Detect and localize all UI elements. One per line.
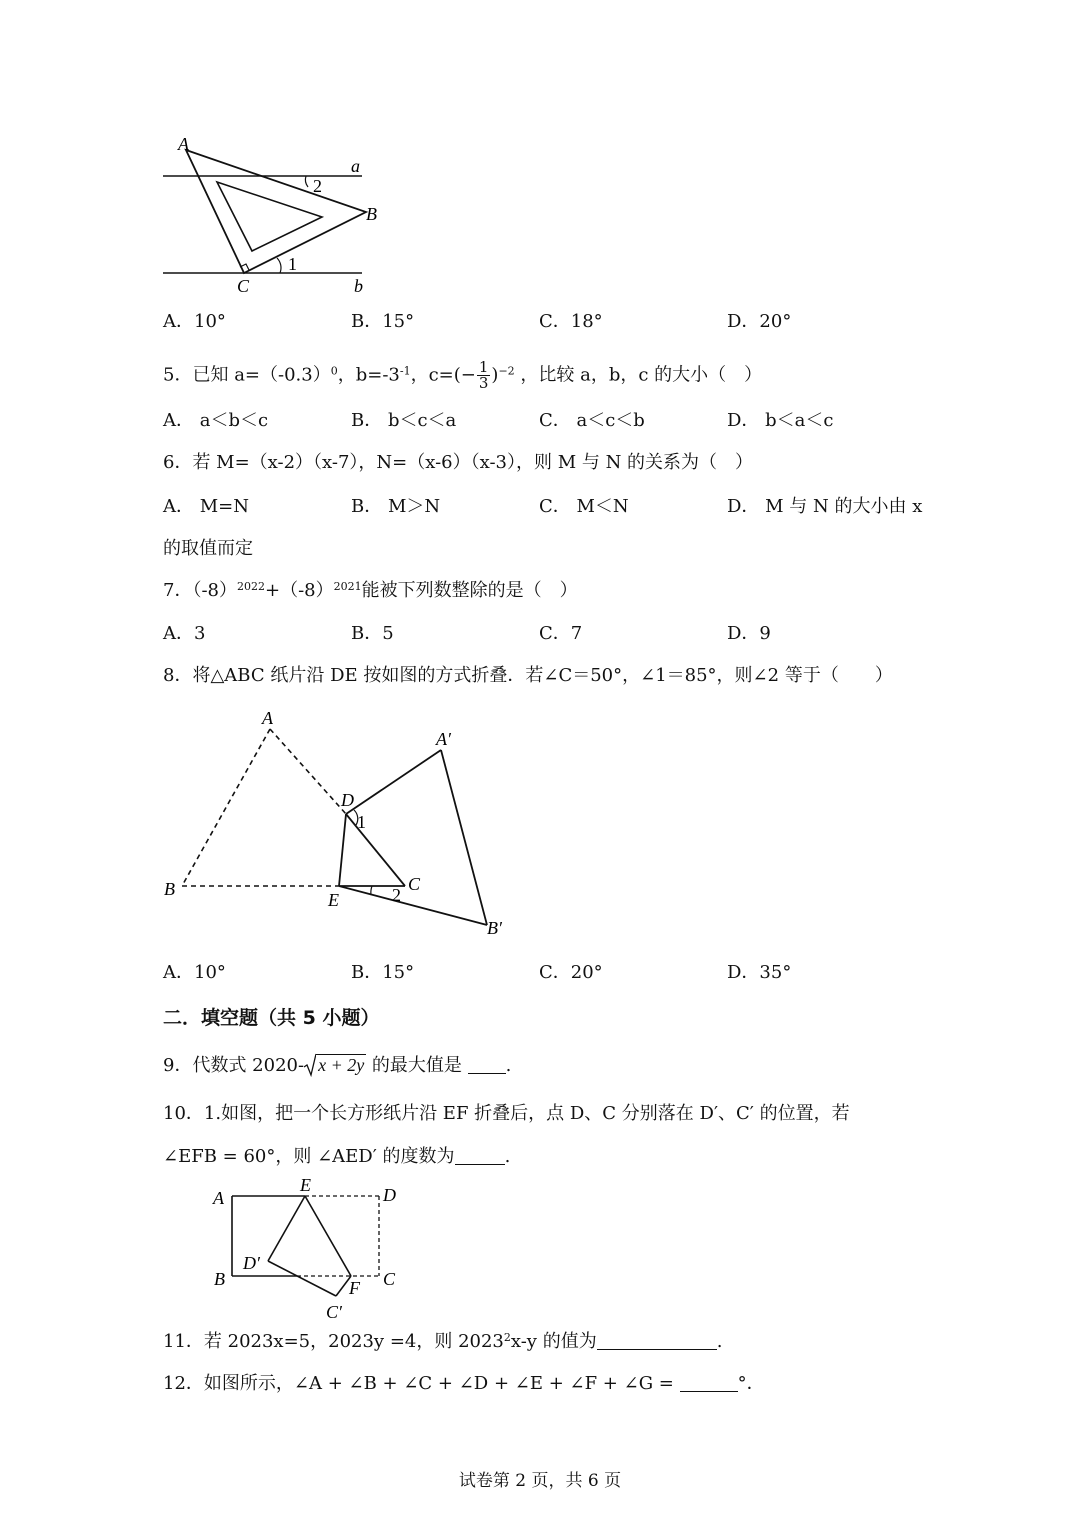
q11-exponent: 2 xyxy=(503,1331,511,1344)
triangle-outer xyxy=(186,150,366,273)
label-A: A xyxy=(213,1188,224,1208)
label-D: D xyxy=(341,790,354,810)
label-C: C xyxy=(408,874,421,894)
label-B: B xyxy=(164,879,175,899)
q5-fraction xyxy=(477,360,491,391)
q5-fraction-numerator: 1 xyxy=(478,358,489,376)
q8-option-a[interactable]: A．10° xyxy=(163,962,226,983)
label-B-prime: B′ xyxy=(487,918,502,938)
q10-figure xyxy=(205,1172,415,1327)
q5-b-exponent: -1 xyxy=(399,364,411,378)
q8-option-d[interactable]: D．35° xyxy=(727,962,792,983)
q7-exponent-2: 2021 xyxy=(333,580,362,593)
q12-end: °． xyxy=(737,1373,765,1394)
q4-option-b[interactable]: B．15° xyxy=(351,311,415,332)
q5-c-close: ) xyxy=(491,364,499,386)
label-1: 1 xyxy=(357,812,366,832)
q7-option-c[interactable]: C．7 xyxy=(539,623,583,644)
edge-ED xyxy=(339,814,346,886)
q5-option-b[interactable]: B． b＜c＜a xyxy=(351,410,457,431)
label-C: C xyxy=(383,1269,396,1289)
q8-option-b[interactable]: B．15° xyxy=(351,962,415,983)
q8-stem: 8．将△ABC 纸片沿 DE 按如图的方式折叠．若∠C＝50°，∠1＝85°，则∠2 等于（ ） xyxy=(163,665,893,686)
label-B: B xyxy=(214,1269,225,1289)
q12-stem xyxy=(163,1373,765,1395)
q11-end: . xyxy=(716,1331,723,1352)
dashed-AD xyxy=(270,729,346,814)
angle-1-arc xyxy=(277,258,281,273)
q6-option-c[interactable]: C． M＜N xyxy=(539,496,629,517)
q4-option-a[interactable]: A．10° xyxy=(163,311,226,332)
label-F: F xyxy=(349,1278,360,1298)
q5-option-c[interactable]: C． a＜c＜b xyxy=(539,410,645,431)
q5-option-a[interactable]: A． a＜b＜c xyxy=(163,410,269,431)
q8-option-c[interactable]: C．20° xyxy=(539,962,603,983)
sqrt-sign-icon xyxy=(304,1053,316,1077)
q6-option-d-continuation: 的取值而定 xyxy=(163,538,253,559)
label-b: b xyxy=(354,276,363,296)
q7-mid: +（-8） xyxy=(265,580,334,601)
label-A: A xyxy=(262,708,273,728)
q8-figure xyxy=(150,700,530,950)
q10-stem-line2 xyxy=(163,1146,510,1168)
q7-option-a[interactable]: A．3 xyxy=(163,623,206,644)
q12-answer-blank[interactable] xyxy=(680,1375,738,1392)
q5-c-part: ，c=(− xyxy=(410,364,476,386)
q9-end: . xyxy=(505,1055,512,1076)
angle-2-arc xyxy=(371,886,372,895)
q7-stem xyxy=(163,580,578,602)
q11-stem xyxy=(163,1331,722,1353)
q11-post: x-y 的值为 xyxy=(510,1331,597,1352)
q6-option-a[interactable]: A． M=N xyxy=(163,496,249,517)
q10-stem-line1: 10．1.如图，把一个长方形纸片沿 EF 折叠后，点 D、C 分别落在 D′、C′ 的位置，若 xyxy=(163,1103,850,1124)
q12-pre: 12．如图所示，∠A + ∠B + ∠C + ∠D + ∠E + ∠F + ∠G = xyxy=(163,1373,680,1394)
label-D: D xyxy=(383,1185,396,1205)
q9-stem xyxy=(163,1053,511,1077)
q9-radicand: x + 2y xyxy=(318,1055,365,1075)
page-footer: 试卷第 2 页，共 6 页 xyxy=(458,1471,622,1491)
q5-b-part: ，b=-3 xyxy=(337,364,400,386)
label-2: 2 xyxy=(313,176,322,196)
q5-option-d[interactable]: D． b＜a＜c xyxy=(727,410,834,431)
edge-DC xyxy=(346,814,405,886)
label-E: E xyxy=(328,890,339,910)
label-C-prime: C′ xyxy=(326,1302,342,1322)
q5-tail: ，比较 a，b，c 的大小（ ） xyxy=(520,364,763,386)
section-fill-in-title: 二．填空题（共 5 小题） xyxy=(163,1007,380,1029)
label-1: 1 xyxy=(288,254,297,274)
edge-Dprime-Cprime xyxy=(268,1261,336,1296)
q9-post: 的最大值是 xyxy=(366,1055,468,1076)
q4-option-c[interactable]: C．18° xyxy=(539,311,603,332)
edge-A1B1 xyxy=(441,750,487,925)
q10-answer-blank[interactable] xyxy=(455,1148,505,1165)
q7-exponent-1: 2022 xyxy=(237,580,265,593)
angle-2-arc xyxy=(305,176,308,187)
q4-option-d[interactable]: D．20° xyxy=(727,311,792,332)
dashed-AB xyxy=(182,729,270,886)
q6-option-b[interactable]: B． M＞N xyxy=(351,496,441,517)
q4-figure xyxy=(150,130,410,300)
q5-a-exponent: 0 xyxy=(330,364,338,378)
label-C: C xyxy=(237,276,250,296)
q5-a-part: a=（-0.3） xyxy=(234,364,331,386)
q5-c-exponent: −2 xyxy=(498,364,515,378)
q7-option-b[interactable]: B．5 xyxy=(351,623,394,644)
q9-answer-blank[interactable] xyxy=(468,1057,506,1074)
label-A: A xyxy=(178,134,189,154)
q5-stem xyxy=(163,360,762,391)
q5-number: 5．已知 xyxy=(163,364,229,386)
label-A-prime: A′ xyxy=(436,729,451,749)
q6-stem: 6．若 M=（x-2）（x-7），N=（x-6）（x-3），则 M 与 N 的关系为（ ） xyxy=(163,452,754,473)
q5-fraction-denominator: 3 xyxy=(478,374,489,392)
edge-E-Dprime xyxy=(268,1196,305,1261)
crease-EF xyxy=(305,1196,351,1276)
edge-DA1 xyxy=(346,750,441,814)
q7-post: 能被下列数整除的是（ ） xyxy=(361,580,578,601)
label-a: a xyxy=(351,156,360,176)
q10-end: . xyxy=(504,1146,511,1167)
label-2: 2 xyxy=(392,885,401,905)
q7-pre: 7．（-8） xyxy=(163,580,237,601)
q11-pre: 11．若 2023x=5，2023y =4，则 2023 xyxy=(163,1331,504,1352)
q9-pre: 9．代数式 2020- xyxy=(163,1055,305,1076)
q6-option-d[interactable]: D． M 与 N 的大小由 x xyxy=(727,496,923,517)
label-B: B xyxy=(366,204,377,224)
q7-option-d[interactable]: D．9 xyxy=(727,623,771,644)
q10-line2-text: ∠EFB = 60°，则 ∠AED′ 的度数为 xyxy=(163,1146,455,1167)
label-D-prime: D′ xyxy=(243,1253,260,1273)
q11-answer-blank[interactable] xyxy=(597,1333,717,1350)
label-E: E xyxy=(300,1175,311,1195)
